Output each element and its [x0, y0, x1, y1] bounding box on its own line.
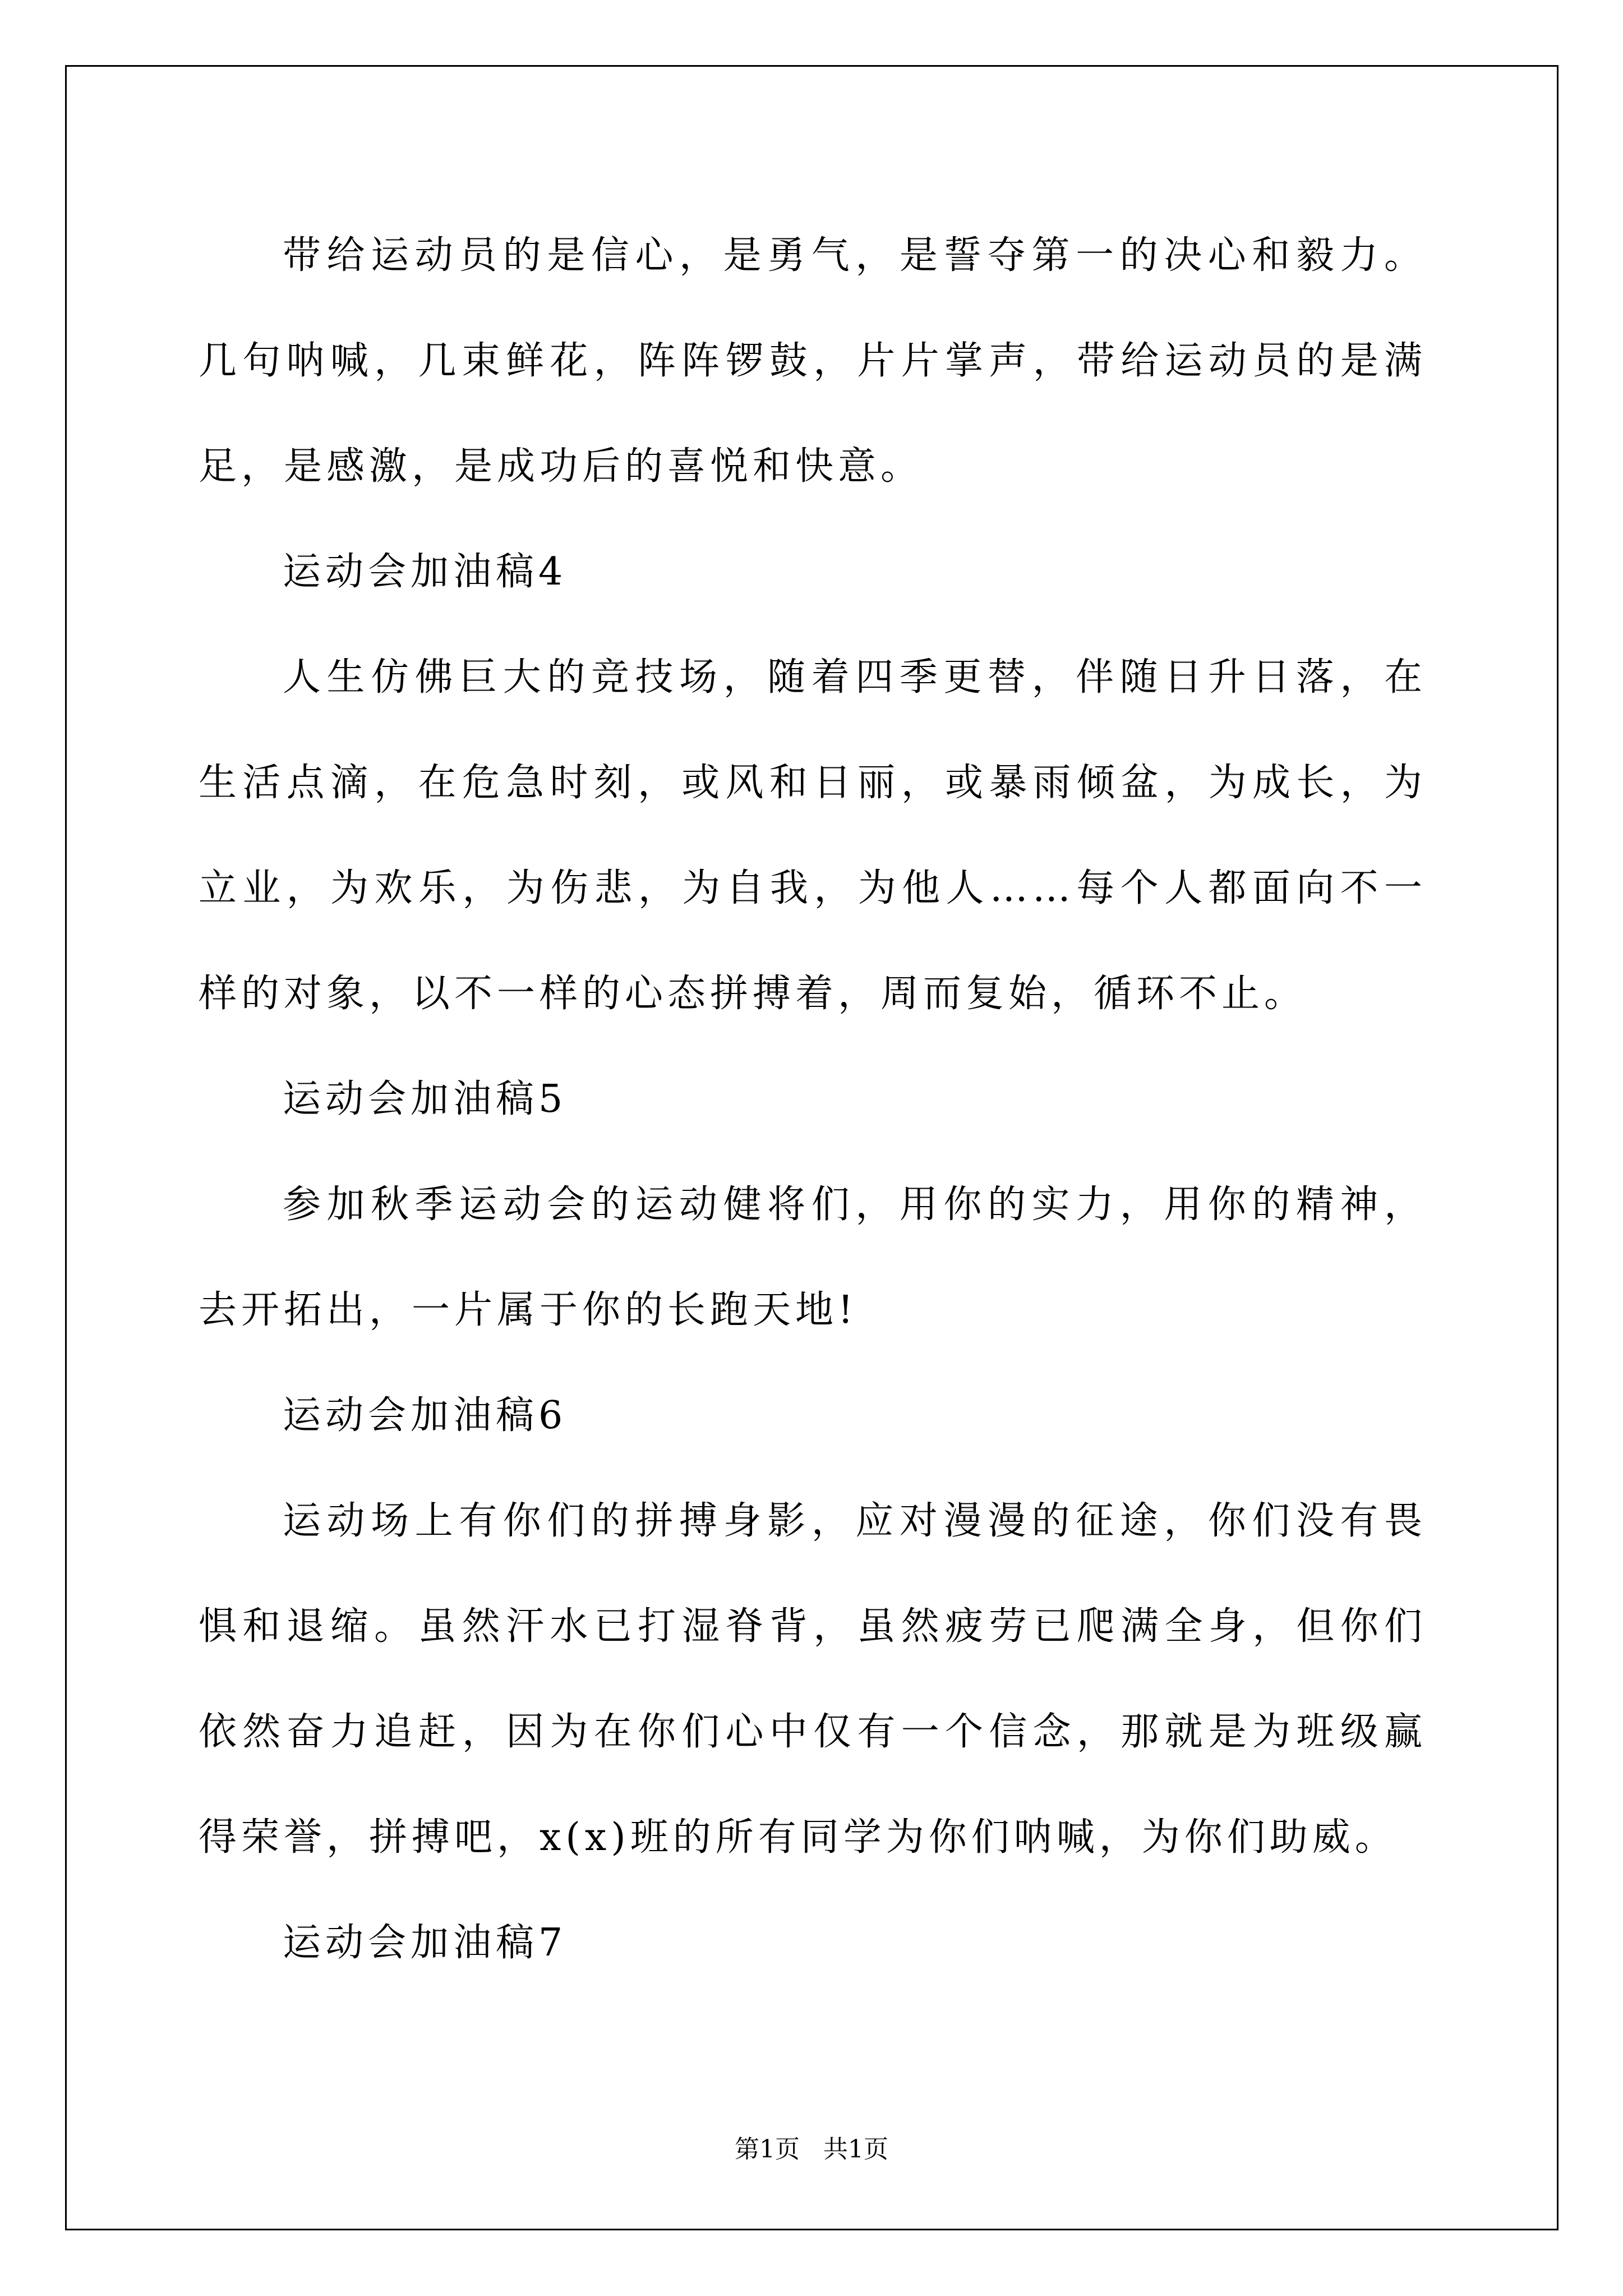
- heading-6: 运动会加油稿6: [283, 1393, 568, 1438]
- paragraph-3: 参加秋季运动会的运动健将们，用你的实力，用你的精神，去开拓出，一片属于你的长跑天地!: [199, 1182, 1427, 1332]
- heading-4: 运动会加油稿4: [283, 550, 568, 594]
- paragraph-1: 带给运动员的是信心，是勇气，是誓夺第一的决心和毅力。几句呐喊，几束鲜花，阵阵锣鼓，片片掌声，带给运动员的是满足，是感激，是成功后的喜悦和快意。: [199, 233, 1427, 489]
- heading-5: 运动会加油稿5: [283, 1077, 568, 1121]
- paragraph-2: 人生仿佛巨大的竞技场，随着四季更替，伴随日升日落，在生活点滴，在危急时刻，或风和日丽，或暴雨倾盆，为成长，为立业，为欢乐，为伤悲，为自我，为他人……每个人都面向不一样的对象，以不一样的心态拼搏着，周而复始，循环不止。: [199, 655, 1427, 1016]
- heading-7: 运动会加油稿7: [283, 1921, 568, 1965]
- document-body: [199, 203, 1427, 1996]
- page-footer: 第1页 共1页: [735, 2135, 888, 2164]
- paragraph-4: 运动场上有你们的拼搏身影，应对漫漫的征途，你们没有畏惧和退缩。虽然汗水已打湿脊背，虽然疲劳已爬满全身，但你们依然奋力追赶，因为在你们心中仅有一个信念，那就是为班级赢得荣誉，拼搏吧，x(x)班的所有同学为你们呐喊，为你们助威。: [199, 1499, 1427, 1860]
